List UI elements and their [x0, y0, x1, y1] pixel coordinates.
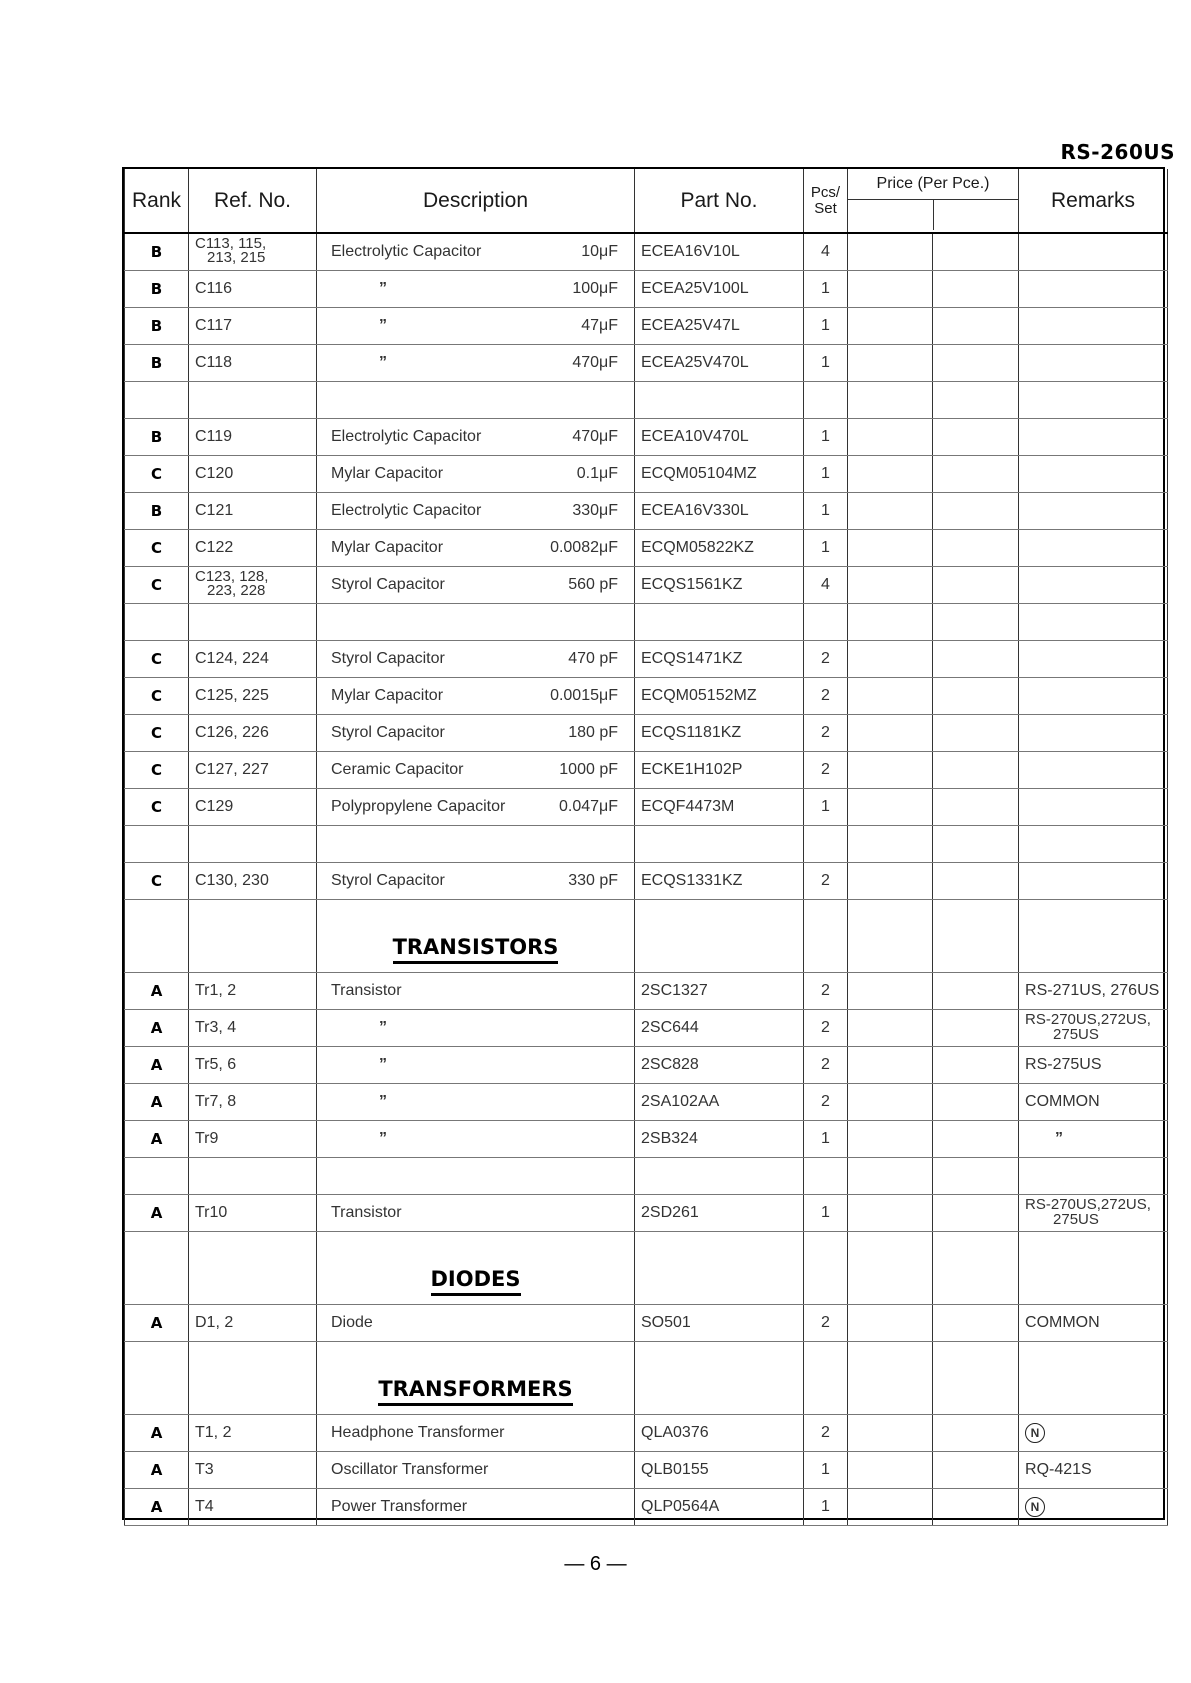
- part-cell: ECEA25V100L: [635, 270, 804, 307]
- table-row: [125, 492, 1168, 529]
- remarks-cell: [1019, 1414, 1168, 1451]
- part-cell: ECQM05152MZ: [635, 677, 804, 714]
- remarks-cell: [1019, 492, 1168, 529]
- rank-cell: B: [125, 270, 189, 307]
- table-row: [125, 1009, 1168, 1046]
- description-cell: [317, 529, 635, 566]
- remarks-cell: RS-271US, 276US: [1019, 972, 1168, 1009]
- ref-header: Ref. No.: [189, 169, 317, 233]
- table-row: [125, 1120, 1168, 1157]
- ditto-mark: ”: [379, 316, 387, 334]
- table-row: [125, 270, 1168, 307]
- remarks-cell: [1019, 640, 1168, 677]
- part-cell: 2SC1327: [635, 972, 804, 1009]
- description-cell: [317, 455, 635, 492]
- ref-cell: C116: [189, 270, 317, 307]
- ref-cell: C124, 224: [189, 640, 317, 677]
- remarks-cell: [1019, 751, 1168, 788]
- section-row: [125, 899, 1168, 972]
- pcs-cell: 1: [804, 1194, 848, 1231]
- remarks-line2: 275US: [1053, 1025, 1099, 1043]
- page-number: — 6 —: [564, 1553, 627, 1575]
- value-text: 560 pF: [568, 575, 618, 593]
- description-header: Description: [317, 169, 635, 233]
- remarks-cell: [1019, 1488, 1168, 1525]
- description-cell: [317, 307, 635, 344]
- ref-cell: Tr1, 2: [189, 972, 317, 1009]
- pcs-cell: 2: [804, 972, 848, 1009]
- description-text: Polypropylene Capacitor: [331, 797, 506, 815]
- rank-cell: C: [125, 566, 189, 603]
- ref-cell: Tr10: [189, 1194, 317, 1231]
- rank-cell: C: [125, 862, 189, 899]
- pcs-cell: 2: [804, 640, 848, 677]
- remarks-cell: [1019, 1120, 1168, 1157]
- section-title-diodes: [323, 1245, 628, 1291]
- table-row: [125, 1304, 1168, 1341]
- section-title-transformers: [323, 1355, 628, 1401]
- circled-n-mark: N: [1025, 1423, 1045, 1443]
- value-text: 0.0015μF: [550, 686, 618, 704]
- pcs-cell: 1: [804, 344, 848, 381]
- part-cell: ECEA10V470L: [635, 418, 804, 455]
- value-text: 47μF: [581, 316, 618, 334]
- section-title-transistors: [323, 913, 628, 959]
- rank-cell: C: [125, 751, 189, 788]
- table-row: [125, 640, 1168, 677]
- description-text: Mylar Capacitor: [331, 686, 444, 704]
- part-cell: ECQS1471KZ: [635, 640, 804, 677]
- description-cell: [317, 566, 635, 603]
- table-row: [125, 788, 1168, 825]
- description-cell: [317, 1083, 635, 1120]
- value-text: 330μF: [572, 501, 618, 519]
- description-cell: [317, 418, 635, 455]
- description-cell: [317, 714, 635, 751]
- rank-cell: A: [125, 1046, 189, 1083]
- part-cell: QLA0376: [635, 1414, 804, 1451]
- rank-cell: A: [125, 1083, 189, 1120]
- rank-cell: B: [125, 492, 189, 529]
- pcs-cell: 2: [804, 751, 848, 788]
- ref-cell: Tr3, 4: [189, 1009, 317, 1046]
- value-text: 470μF: [572, 353, 618, 371]
- remarks-cell: [1019, 714, 1168, 751]
- section-row: [125, 1341, 1168, 1414]
- parts-list-table: [122, 167, 1165, 1520]
- value-text: 10μF: [581, 242, 618, 260]
- part-cell: 2SB324: [635, 1120, 804, 1157]
- ref-line2: 223, 228: [207, 581, 266, 599]
- remarks-cell: COMMON: [1019, 1304, 1168, 1341]
- description-text: Styrol Capacitor: [331, 575, 445, 593]
- part-cell: QLB0155: [635, 1451, 804, 1488]
- pcs-cell: 1: [804, 1451, 848, 1488]
- pcs-cell: 2: [804, 677, 848, 714]
- section-title-text: DIODES: [431, 1267, 521, 1296]
- rank-cell: A: [125, 1304, 189, 1341]
- ref-cell: Tr5, 6: [189, 1046, 317, 1083]
- description-text: Mylar Capacitor: [331, 538, 444, 556]
- rank-cell: A: [125, 1451, 189, 1488]
- rank-cell: A: [125, 1488, 189, 1525]
- table-row: [125, 418, 1168, 455]
- description-cell: Oscillator Transformer: [317, 1451, 635, 1488]
- pcs-header-line1: Pcs/: [810, 183, 841, 201]
- table-row: [125, 972, 1168, 1009]
- part-cell: 2SC644: [635, 1009, 804, 1046]
- description-cell: Diode: [317, 1304, 635, 1341]
- table-row: [125, 566, 1168, 603]
- part-cell: ECEA25V47L: [635, 307, 804, 344]
- table-row: [125, 1046, 1168, 1083]
- pcs-cell: 2: [804, 1046, 848, 1083]
- value-text: 470 pF: [568, 649, 618, 667]
- remarks-cell: RQ-421S: [1019, 1451, 1168, 1488]
- value-text: 0.0082μF: [550, 538, 618, 556]
- rank-cell: C: [125, 529, 189, 566]
- table-row: [125, 714, 1168, 751]
- description-text: Electrolytic Capacitor: [331, 242, 482, 260]
- description-cell: Transistor: [317, 1194, 635, 1231]
- part-cell: ECQF4473M: [635, 788, 804, 825]
- rank-cell: A: [125, 1120, 189, 1157]
- remarks-line1: RS-270US,272US,: [1025, 1010, 1151, 1028]
- rank-cell: C: [125, 640, 189, 677]
- ditto-mark: ”: [379, 1129, 387, 1147]
- blank-row: [125, 603, 1168, 640]
- rank-cell: B: [125, 418, 189, 455]
- ref-cell: D1, 2: [189, 1304, 317, 1341]
- description-text: Electrolytic Capacitor: [331, 427, 482, 445]
- ref-cell: C126, 226: [189, 714, 317, 751]
- ref-cell: C121: [189, 492, 317, 529]
- model-number: RS-260US: [1060, 140, 1175, 164]
- remarks-cell: [1019, 1009, 1168, 1046]
- description-cell: [317, 862, 635, 899]
- ref-cell: Tr7, 8: [189, 1083, 317, 1120]
- part-cell: ECKE1H102P: [635, 751, 804, 788]
- ditto-mark: ”: [379, 353, 387, 371]
- pcs-cell: 1: [804, 270, 848, 307]
- remarks-cell: [1019, 418, 1168, 455]
- table-row: [125, 344, 1168, 381]
- remarks-line1: RS-270US,272US,: [1025, 1195, 1151, 1213]
- remarks-cell: [1019, 455, 1168, 492]
- description-cell: [317, 677, 635, 714]
- pcs-cell: 2: [804, 1009, 848, 1046]
- value-text: 180 pF: [568, 723, 618, 741]
- remarks-cell: [1019, 1194, 1168, 1231]
- table-row: [125, 677, 1168, 714]
- ref-cell: C129: [189, 788, 317, 825]
- rank-cell: A: [125, 1194, 189, 1231]
- table-row: [125, 862, 1168, 899]
- description-text: Styrol Capacitor: [331, 649, 445, 667]
- description-text: Styrol Capacitor: [331, 871, 445, 889]
- rank-cell: C: [125, 714, 189, 751]
- value-text: 330 pF: [568, 871, 618, 889]
- pcs-cell: 1: [804, 788, 848, 825]
- remarks-header: Remarks: [1019, 169, 1168, 233]
- description-cell: [317, 270, 635, 307]
- ref-cell: C118: [189, 344, 317, 381]
- pcs-cell: 4: [804, 233, 848, 270]
- part-cell: ECQS1181KZ: [635, 714, 804, 751]
- rank-cell: B: [125, 307, 189, 344]
- table-row: [125, 233, 1168, 270]
- part-cell: ECEA25V470L: [635, 344, 804, 381]
- description-cell: [317, 1009, 635, 1046]
- ref-cell: C122: [189, 529, 317, 566]
- pcs-cell: 2: [804, 1414, 848, 1451]
- description-cell: [317, 751, 635, 788]
- rank-header: Rank: [125, 169, 189, 233]
- pcs-cell: 1: [804, 455, 848, 492]
- pcs-cell: 2: [804, 1304, 848, 1341]
- ref-cell: C117: [189, 307, 317, 344]
- part-cell: ECEA16V330L: [635, 492, 804, 529]
- table-row: [125, 1194, 1168, 1231]
- description-cell: [317, 1120, 635, 1157]
- remarks-cell: [1019, 270, 1168, 307]
- description-cell: [317, 1046, 635, 1083]
- description-cell: Transistor: [317, 972, 635, 1009]
- ref-line2: 213, 215: [207, 248, 266, 266]
- ref-cell: [189, 566, 317, 603]
- ref-line1: C113, 115,: [195, 234, 267, 252]
- rank-cell: A: [125, 1009, 189, 1046]
- remarks-cell: [1019, 307, 1168, 344]
- ref-cell: T3: [189, 1451, 317, 1488]
- pcs-header-line2: Set: [814, 199, 837, 217]
- table-row: [125, 307, 1168, 344]
- remarks-cell: RS-275US: [1019, 1046, 1168, 1083]
- pcs-cell: 1: [804, 1488, 848, 1525]
- part-cell: SO501: [635, 1304, 804, 1341]
- description-cell: [317, 492, 635, 529]
- part-cell: ECQM05104MZ: [635, 455, 804, 492]
- part-cell: ECQM05822KZ: [635, 529, 804, 566]
- value-text: 0.047μF: [558, 797, 618, 815]
- ref-cell: T4: [189, 1488, 317, 1525]
- ditto-mark: ”: [1055, 1129, 1064, 1147]
- remarks-cell: [1019, 677, 1168, 714]
- ditto-mark: ”: [379, 1055, 387, 1073]
- table-row: [125, 1414, 1168, 1451]
- pcs-cell: 1: [804, 492, 848, 529]
- ref-cell: C125, 225: [189, 677, 317, 714]
- circled-n-mark: N: [1025, 1497, 1045, 1517]
- pcs-cell: 1: [804, 307, 848, 344]
- part-cell: 2SD261: [635, 1194, 804, 1231]
- table-row: [125, 1488, 1168, 1525]
- ditto-mark: ”: [379, 279, 387, 297]
- pcs-cell: 1: [804, 529, 848, 566]
- pcs-cell: 1: [804, 1120, 848, 1157]
- rank-cell: A: [125, 1414, 189, 1451]
- rank-cell: C: [125, 788, 189, 825]
- rank-cell: C: [125, 677, 189, 714]
- ref-cell: C120: [189, 455, 317, 492]
- table-row: [125, 455, 1168, 492]
- rank-cell: B: [125, 344, 189, 381]
- remarks-cell: [1019, 529, 1168, 566]
- remarks-line2: 275US: [1053, 1210, 1099, 1228]
- ref-cell: T1, 2: [189, 1414, 317, 1451]
- value-text: 100μF: [572, 279, 618, 297]
- description-text: Ceramic Capacitor: [331, 760, 464, 778]
- ditto-mark: ”: [379, 1018, 387, 1036]
- value-text: 470μF: [572, 427, 618, 445]
- section-title-text: TRANSISTORS: [393, 935, 559, 964]
- pcs-cell: 2: [804, 714, 848, 751]
- description-cell: Headphone Transformer: [317, 1414, 635, 1451]
- pcs-cell: 2: [804, 862, 848, 899]
- rank-cell: B: [125, 233, 189, 270]
- ref-cell: C130, 230: [189, 862, 317, 899]
- remarks-cell: [1019, 788, 1168, 825]
- section-row: [125, 1231, 1168, 1304]
- table-row: [125, 1451, 1168, 1488]
- rank-cell: C: [125, 455, 189, 492]
- remarks-cell: [1019, 233, 1168, 270]
- blank-row: [125, 825, 1168, 862]
- part-cell: 2SA102AA: [635, 1083, 804, 1120]
- remarks-cell: COMMON: [1019, 1083, 1168, 1120]
- table-row: [125, 751, 1168, 788]
- description-text: Styrol Capacitor: [331, 723, 445, 741]
- blank-row: [125, 1157, 1168, 1194]
- table-header-row: [125, 169, 1168, 233]
- description-cell: [317, 788, 635, 825]
- ref-cell: C127, 227: [189, 751, 317, 788]
- pcs-cell: 4: [804, 566, 848, 603]
- blank-row: [125, 381, 1168, 418]
- part-cell: ECQS1561KZ: [635, 566, 804, 603]
- table-row: [125, 1083, 1168, 1120]
- remarks-cell: [1019, 862, 1168, 899]
- remarks-cell: [1019, 344, 1168, 381]
- pcs-cell: 1: [804, 418, 848, 455]
- pcs-header: [804, 169, 848, 233]
- part-header: Part No.: [635, 169, 804, 233]
- description-cell: [317, 233, 635, 270]
- ref-cell: [189, 233, 317, 270]
- description-cell: Power Transformer: [317, 1488, 635, 1525]
- pcs-cell: 2: [804, 1083, 848, 1120]
- table-row: [125, 529, 1168, 566]
- price-header: [848, 169, 1019, 233]
- section-title-text: TRANSFORMERS: [378, 1377, 572, 1406]
- value-text: 0.1μF: [576, 464, 618, 482]
- description-cell: [317, 344, 635, 381]
- remarks-cell: [1019, 566, 1168, 603]
- part-cell: 2SC828: [635, 1046, 804, 1083]
- part-cell: ECEA16V10L: [635, 233, 804, 270]
- ref-cell: C119: [189, 418, 317, 455]
- ditto-mark: ”: [379, 1092, 387, 1110]
- description-text: Electrolytic Capacitor: [331, 501, 482, 519]
- rank-cell: A: [125, 972, 189, 1009]
- part-cell: ECQS1331KZ: [635, 862, 804, 899]
- description-text: Mylar Capacitor: [331, 464, 444, 482]
- description-cell: [317, 640, 635, 677]
- price-header-label: Price (Per Pce.): [848, 169, 1018, 200]
- ref-line1: C123, 128,: [195, 567, 269, 585]
- part-cell: QLP0564A: [635, 1488, 804, 1525]
- ref-cell: Tr9: [189, 1120, 317, 1157]
- value-text: 1000 pF: [559, 760, 618, 778]
